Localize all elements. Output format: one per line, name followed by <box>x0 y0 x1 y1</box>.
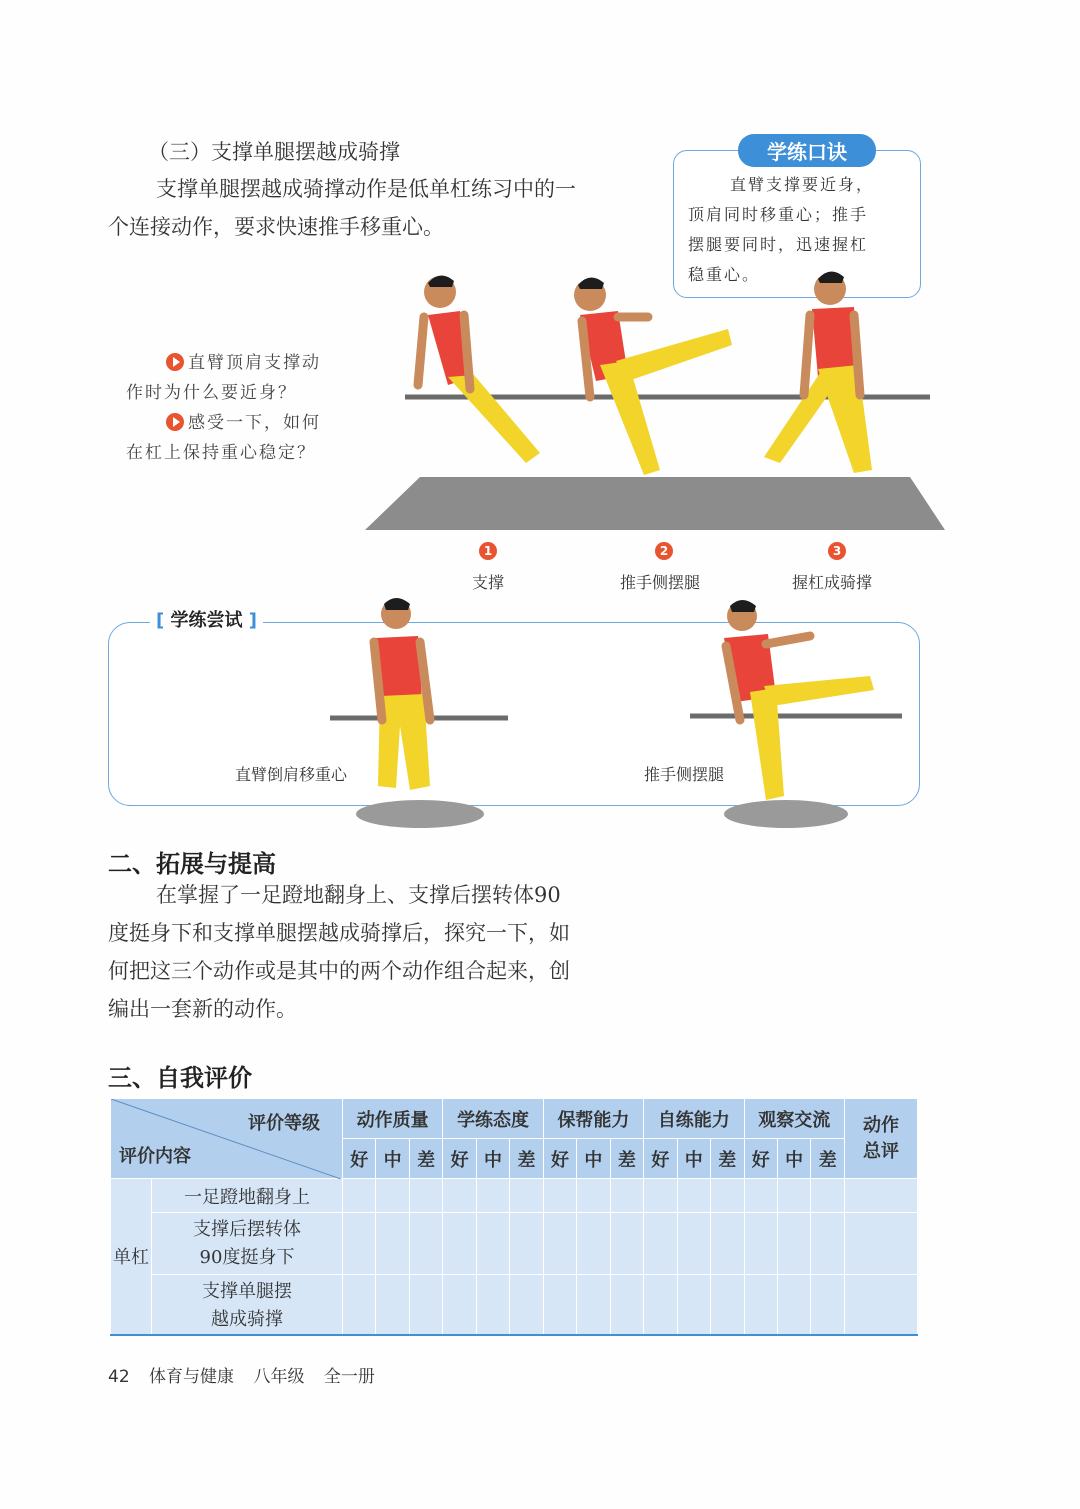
eval-cell[interactable] <box>644 1179 677 1213</box>
row-label <box>152 1275 343 1337</box>
grade-good: 好 <box>644 1139 677 1179</box>
tip-line3: 摆腿要同时，迅速握杠 <box>688 235 869 254</box>
eval-cell[interactable] <box>510 1179 543 1213</box>
eval-cell[interactable] <box>811 1275 845 1337</box>
table-bottom-rule <box>110 1334 918 1336</box>
practice-figure-left <box>320 596 520 834</box>
self-eval-title: 三、自我评价 <box>108 1064 252 1092</box>
eval-cell[interactable] <box>711 1213 744 1275</box>
eval-cell[interactable] <box>777 1179 810 1213</box>
self-evaluation-table <box>110 1098 918 1337</box>
eval-cell[interactable] <box>845 1213 918 1275</box>
eval-cell[interactable] <box>845 1179 918 1213</box>
question-1 <box>166 348 321 378</box>
eval-cell[interactable] <box>711 1275 744 1337</box>
practice-title: [ 学练尝试 ] <box>150 606 263 632</box>
eval-cell[interactable] <box>510 1213 543 1275</box>
grade-good: 好 <box>343 1139 376 1179</box>
row-label: 一足蹬地翻身上 <box>152 1179 343 1213</box>
table-row <box>111 1275 918 1337</box>
mat <box>365 477 945 530</box>
header-content: 评价内容 <box>119 1146 191 1167</box>
eval-cell[interactable] <box>677 1179 710 1213</box>
row-label-line2: 90度挺身下 <box>199 1246 295 1268</box>
eval-cell[interactable] <box>343 1275 376 1337</box>
eval-cell[interactable] <box>543 1213 576 1275</box>
category-header: 保帮能力 <box>543 1099 643 1139</box>
eval-cell[interactable] <box>577 1213 610 1275</box>
category-header: 学练态度 <box>443 1099 543 1139</box>
eval-cell[interactable] <box>376 1213 409 1275</box>
grade-poor: 差 <box>409 1139 442 1179</box>
eval-cell[interactable] <box>510 1275 543 1337</box>
header-grade: 评价等级 <box>248 1113 320 1134</box>
eval-cell[interactable] <box>811 1179 845 1213</box>
row-label-line2: 越成骑撑 <box>211 1308 283 1330</box>
step-3-number: 3 <box>828 542 846 560</box>
grade-mid: 中 <box>476 1139 509 1179</box>
gymnast-sequence-illustration <box>360 265 950 535</box>
eval-cell[interactable] <box>711 1179 744 1213</box>
practice-figure-right <box>680 596 910 834</box>
step-2-number: 2 <box>655 542 673 560</box>
eval-cell[interactable] <box>644 1213 677 1275</box>
eval-cell[interactable] <box>610 1213 643 1275</box>
overall-line1: 动作 <box>863 1114 899 1136</box>
eval-cell[interactable] <box>443 1179 476 1213</box>
grade-mid: 中 <box>577 1139 610 1179</box>
eval-cell[interactable] <box>376 1275 409 1337</box>
step-1-number: 1 <box>479 542 497 560</box>
eval-cell[interactable] <box>543 1275 576 1337</box>
eval-cell[interactable] <box>577 1275 610 1337</box>
eval-cell[interactable] <box>376 1179 409 1213</box>
eval-cell[interactable] <box>577 1179 610 1213</box>
grade-mid: 中 <box>376 1139 409 1179</box>
eval-cell[interactable] <box>443 1213 476 1275</box>
book-grade: 八年级 <box>253 1367 305 1387</box>
practice-caption-left: 直臂倒肩移重心 <box>235 765 348 784</box>
section-para-line1: 支撑单腿摆越成骑撑动作是低单杠练习中的一 <box>156 177 576 201</box>
extend-line3: 何把这三个动作或是其中的两个动作组合起来，创 <box>108 959 570 983</box>
section-para-line2: 个连接动作，要求快速推手移重心。 <box>108 215 444 239</box>
row-label-line1: 支撑后摆转体 <box>193 1218 301 1240</box>
section-title: （三）支撑单腿摆越成骑撑 <box>148 140 400 164</box>
eval-cell[interactable] <box>777 1213 810 1275</box>
practice-caption-right: 推手侧摆腿 <box>644 765 725 784</box>
play-icon <box>166 353 184 371</box>
eval-cell[interactable] <box>744 1213 777 1275</box>
eval-cell[interactable] <box>744 1179 777 1213</box>
grade-poor: 差 <box>610 1139 643 1179</box>
eval-cell[interactable] <box>610 1179 643 1213</box>
grade-poor: 差 <box>510 1139 543 1179</box>
grade-poor: 差 <box>711 1139 744 1179</box>
eval-cell[interactable] <box>677 1213 710 1275</box>
book-volume: 全一册 <box>323 1367 375 1387</box>
tip-line4: 稳重心。 <box>688 265 761 284</box>
eval-cell[interactable] <box>343 1179 376 1213</box>
eval-cell[interactable] <box>845 1275 918 1337</box>
eval-cell[interactable] <box>409 1275 442 1337</box>
extend-title: 二、拓展与提高 <box>108 850 276 878</box>
grade-poor: 差 <box>811 1139 845 1179</box>
category-header: 自练能力 <box>644 1099 744 1139</box>
eval-cell[interactable] <box>543 1179 576 1213</box>
question-1-line1: 直臂顶肩支撑动 <box>188 353 321 373</box>
page-footer <box>108 1362 375 1387</box>
step-3-label: 握杠成骑撑 <box>792 573 873 592</box>
eval-cell[interactable] <box>343 1213 376 1275</box>
gymnast-figure-1 <box>418 275 540 463</box>
eval-cell[interactable] <box>409 1179 442 1213</box>
eval-cell[interactable] <box>811 1213 845 1275</box>
grade-mid: 中 <box>677 1139 710 1179</box>
eval-cell[interactable] <box>476 1275 509 1337</box>
book-title: 体育与健康 <box>149 1367 235 1387</box>
page-number: 42 <box>108 1367 130 1387</box>
grade-good: 好 <box>543 1139 576 1179</box>
eval-cell[interactable] <box>443 1275 476 1337</box>
eval-cell[interactable] <box>644 1275 677 1337</box>
question-2-line1: 感受一下，如何 <box>188 413 321 433</box>
eval-cell[interactable] <box>744 1275 777 1337</box>
category-header: 动作质量 <box>343 1099 443 1139</box>
practice-title-text: 学练尝试 <box>170 610 243 631</box>
header-diagonal-cell <box>111 1099 343 1179</box>
step-1-label: 支撑 <box>472 573 505 592</box>
overall-line2: 总评 <box>863 1140 899 1162</box>
eval-cell[interactable] <box>777 1275 810 1337</box>
question-1-line2: 作时为什么要近身？ <box>126 383 297 403</box>
tip-title: 学练口诀 <box>738 134 876 167</box>
extend-line4: 编出一套新的动作。 <box>108 997 297 1021</box>
eval-cell[interactable] <box>610 1275 643 1337</box>
eval-cell[interactable] <box>476 1213 509 1275</box>
tip-line1: 直臂支撑要近身， <box>730 175 875 194</box>
table-row <box>111 1213 918 1275</box>
category-header: 观察交流 <box>744 1099 845 1139</box>
extend-line1: 在掌握了一足蹬地翻身上、支撑后摆转体90 <box>156 883 561 907</box>
extend-line2: 度挺身下和支撑单腿摆越成骑撑后，探究一下，如 <box>108 921 570 945</box>
grade-mid: 中 <box>777 1139 810 1179</box>
eval-cell[interactable] <box>476 1179 509 1213</box>
gymnast-figure-2 <box>574 277 732 475</box>
step-2-label: 推手侧摆腿 <box>620 573 701 592</box>
eval-cell[interactable] <box>677 1275 710 1337</box>
play-icon <box>166 413 184 431</box>
question-2 <box>166 408 321 438</box>
group-cell: 单杠 <box>111 1179 152 1337</box>
row-label-line1: 支撑单腿摆 <box>202 1280 292 1302</box>
question-2-line2: 在杠上保持重心稳定？ <box>126 443 316 463</box>
gymnast-figure-3 <box>764 271 872 473</box>
row-label <box>152 1213 343 1275</box>
eval-cell[interactable] <box>409 1213 442 1275</box>
grade-good: 好 <box>443 1139 476 1179</box>
grade-good: 好 <box>744 1139 777 1179</box>
table-row <box>111 1179 918 1213</box>
tip-line2: 顶肩同时移重心；推手 <box>688 205 869 224</box>
overall-header <box>845 1099 918 1179</box>
